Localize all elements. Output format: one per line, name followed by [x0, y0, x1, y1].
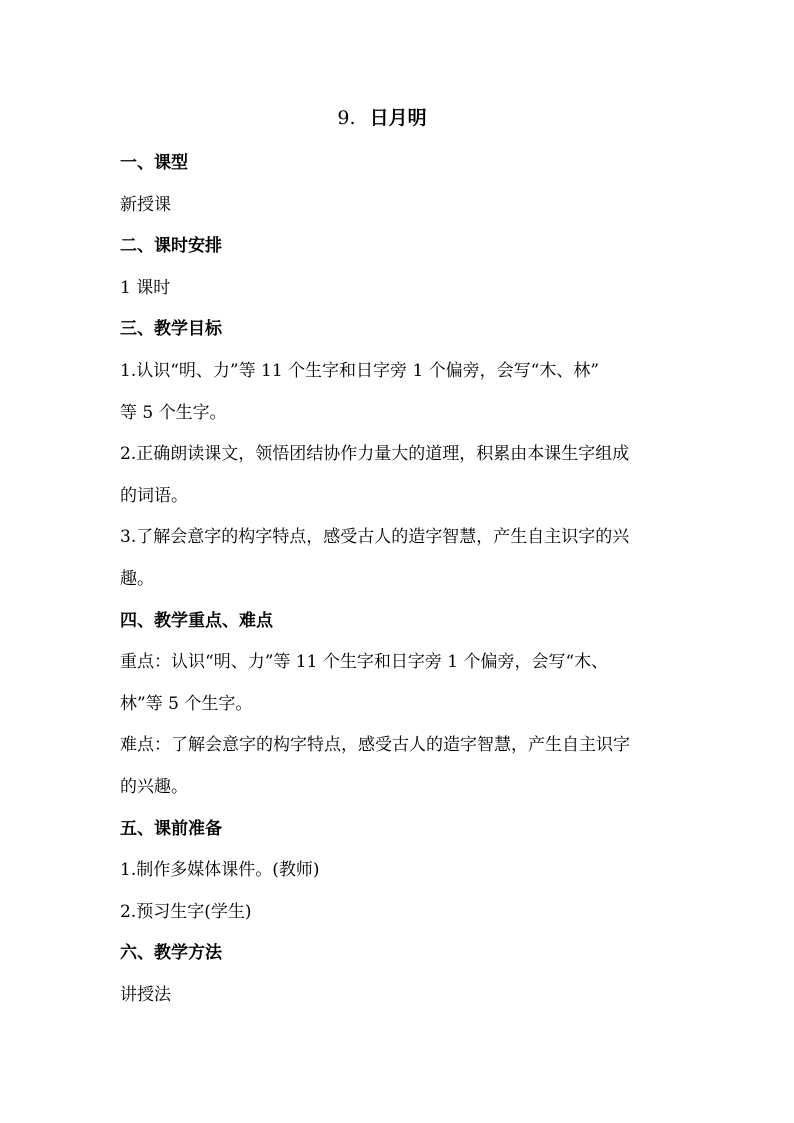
body-line: 重点：认识“明、力”等 11 个生字和日字旁 1 个偏旁，会写“木、	[120, 652, 609, 673]
body-line: 难点：了解会意字的构字特点，感受古人的造字智慧，产生自主识字	[120, 735, 630, 756]
lesson-title-text: 日月明	[369, 107, 427, 129]
body-line: 2.预习生字(学生)	[120, 901, 252, 922]
section-heading-key-points: 四、教学重点、难点	[120, 610, 273, 631]
body-line: 2.正确朗读课文，领悟团结协作力量大的道理，积累由本课生字组成	[120, 444, 630, 465]
section-heading-class-hours: 二、课时安排	[120, 236, 222, 257]
body-line: 林”等 5 个生字。	[120, 693, 253, 714]
body-line: 新授课	[120, 194, 171, 215]
body-line: 1 课时	[120, 277, 171, 298]
body-line: 等 5 个生字。	[120, 402, 227, 423]
lesson-title	[0, 104, 764, 132]
section-heading-teaching-method: 六、教学方法	[120, 943, 222, 964]
body-line: 3.了解会意字的构字特点，感受古人的造字智慧，产生自主识字的兴	[120, 527, 630, 548]
lesson-number: 9.	[337, 107, 356, 129]
section-heading-lesson-type: 一、课型	[120, 153, 188, 173]
section-heading-teaching-goals: 三、教学目标	[120, 319, 222, 340]
body-line: 趣。	[120, 568, 154, 589]
body-line: 讲授法	[120, 984, 171, 1005]
body-line: 的兴趣。	[120, 776, 188, 797]
body-line: 1.制作多媒体课件。(教师)	[120, 860, 320, 881]
document-body	[120, 143, 680, 1016]
body-line: 1.认识“明、力”等 11 个生字和日字旁 1 个偏旁，会写“木、林”	[120, 360, 600, 381]
section-heading-preparation: 五、课前准备	[120, 818, 222, 839]
body-line: 的词语。	[120, 485, 188, 506]
